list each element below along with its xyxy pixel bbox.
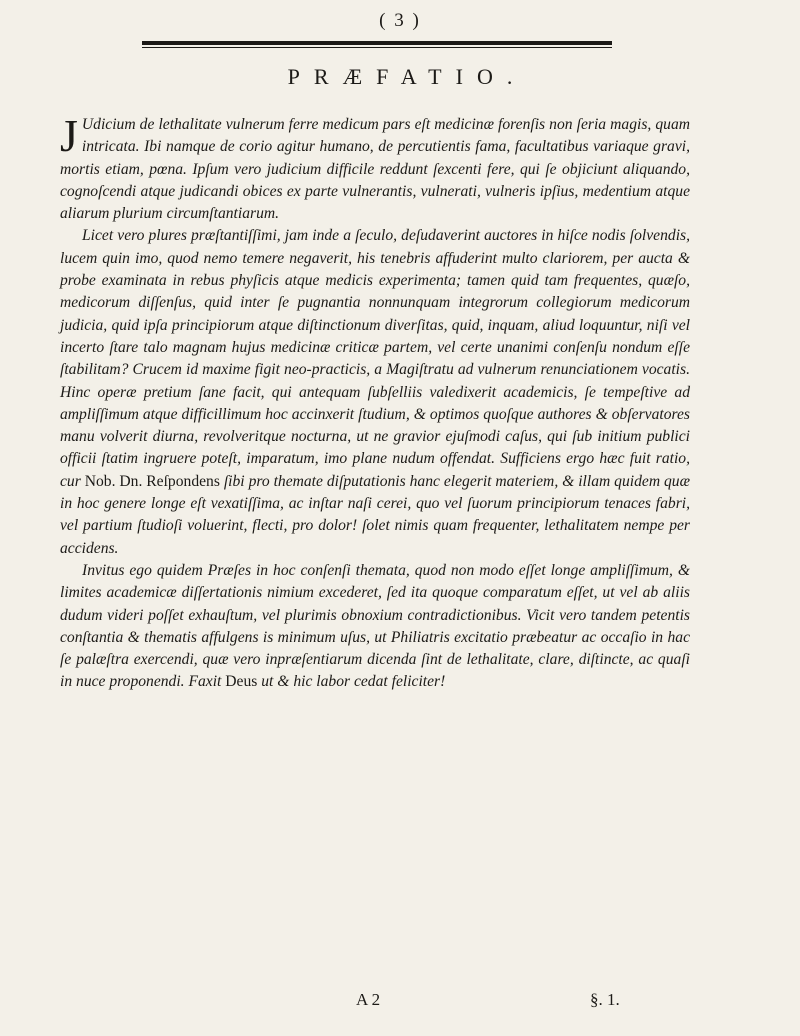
drop-cap: J (60, 110, 78, 161)
paragraph-2-text-b: ſibi pro themate diſputationis hanc elegerit materiem, & illam quidem quæ in hoc genere longe eſt vexatiſſima, ac inſtar naſi cerei, quo vel ſuorum principiorum tenaces fabri, vel partium ſtudioſi voluerint, flecti, pro dolor! ſolet nimis quam frequenter, lethalitatem nempe per accidens. (60, 472, 691, 557)
paragraph-3 (60, 560, 690, 694)
paragraph-1-text: Udicium de lethalitate vulnerum ferre medicum pars eſt medicinæ forenſis non ſeria magis, quam intricata. Ibi namque de corio agitur humano, de percutientis fama, facultatibus variaque gravi, mortis etiam, pœna. Ipſum vero judicium difficile reddunt ſexcenti fere, qui ſe objiciunt aliquando, cognoſcendi atque judicandi obices ex parte vulnerantis, vulnerati, vulneris ipſius, medentium atque aliarum plurium circumſtantiarum. (60, 116, 690, 223)
paragraph-2 (60, 225, 690, 559)
paragraph-1 (60, 110, 690, 225)
header-rule-thick (142, 41, 612, 45)
paragraph-2-text-a: Licet vero plures præſtantiſſimi, jam inde a ſeculo, deſudaverint auctores in hiſce nodis ſolvendis, lucem quin imo, quod nemo temere negaverit, his tenebris affuderint multo clariorem, per aucta & probe examinata in rebus phyſicis atque medicis experimenta; tamen quid tam frequentes, quæſo, medicorum diſſenſus, quid inter ſe pugnantia nonnunquam integrorum collegiorum medicorum judicia, quid ipſa principiorum atque diſtinctionum diverſitas, quid, inquam, aliud loquuntur, niſi vel incerto ſtare talo magnam hujus medicinæ criticæ partem, vel certe unanimi conſenſu nondum eſſe ſtabilitam? Crucem id maxime figit neo-practicis, a Magiſtratu ad vulnerum renunciationem vocatis. Hinc operæ pretium ſane facit, qui antequam ſubſelliis valedixerit academicis, ſe tempeſtive ad ampliſſimum atque difficillimum hoc accinxerit ſtudium, & optimos quoſque authores & obſervatores manu volverit diurna, revolveritque nocturna, ut ne gravior ejuſmodi caſus, qui ſub initium publici officii ſtatim ingruere poteſt, imparatum, imo plane nudum offendat. Sufficiens ergo hæc fuit ratio, cur (60, 227, 690, 490)
signature-mark: A 2 (356, 990, 381, 1009)
deus-word: Deus (225, 673, 258, 691)
paragraph-3-text-a: Invitus ego quidem Præſes in hoc conſenſi themata, quod non modo eſſet longe ampliſſimum, & limites academicæ diſſertationis nimium excederet, ſed ita quoque comparatum eſſet, ut vel ab aliis dudum videri poſſet exhauſtum, vel plurimis obnoxium contradictionibus. Vicit vero tandem petentis conſtantia & thematis affulgens is minimum uſus, ut Philiatris excitatio præbeatur ac occaſio in hac ſe palæſtra exercendi, quæ vero inpræſentiarum dicenda ſint de lethalitate, clare, diſtincte, ac quaſi in nuce proponendi. Faxit (60, 561, 690, 691)
header-rule-thin (142, 47, 612, 48)
respondent-title: Nob. Dn. Reſpondens (84, 472, 220, 490)
paragraph-3-text-b: ut & hic labor cedat feliciter! (257, 673, 446, 691)
page-number: ( 3 ) (379, 10, 421, 31)
section-heading: PRÆFATIO. (287, 64, 527, 89)
body-text (60, 110, 691, 694)
catchword: §. 1. (590, 990, 620, 1009)
